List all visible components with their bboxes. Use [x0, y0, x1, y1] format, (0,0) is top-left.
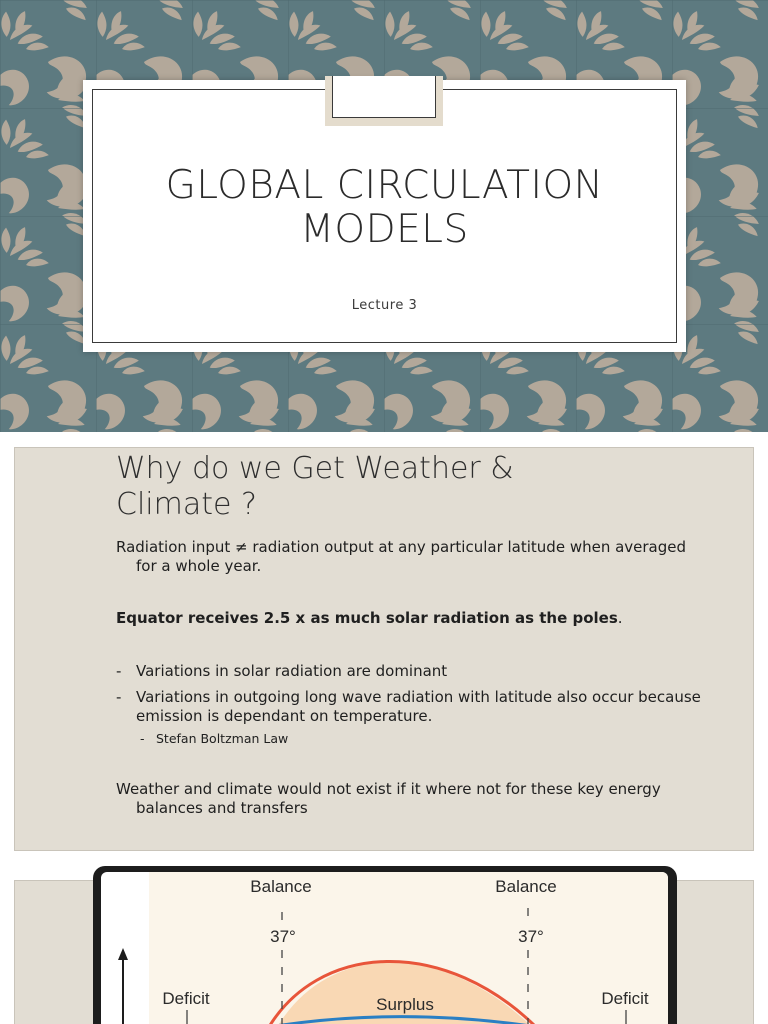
sub-bullet-dash: - — [140, 731, 145, 746]
list-item — [116, 662, 716, 681]
slide-title — [83, 164, 686, 252]
y-axis-arrow-icon — [118, 948, 128, 960]
slide-title-line-1: GLOBAL CIRCULATION — [165, 163, 604, 208]
bullet-text: Variations in solar radiation are dominant — [136, 662, 448, 680]
slide-subtitle: Lecture 3 — [351, 298, 418, 313]
title-card-tab-inner — [332, 76, 436, 118]
radiation-paragraph: Radiation input ≠ radiation output at any particular latitude when averaged for a whole year. — [116, 538, 687, 575]
diagram-svg — [101, 872, 668, 1024]
list-item — [116, 688, 716, 726]
bullet-dash: - — [116, 662, 122, 680]
balance-label-right: Balance — [495, 877, 557, 896]
deficit-label-left: Deficit — [162, 989, 210, 1008]
title-card — [83, 80, 686, 352]
surplus-label: Surplus — [376, 995, 434, 1014]
energy-balance-diagram — [101, 872, 668, 1024]
slide-title-line-2: MODELS — [300, 207, 469, 252]
latitude-label-left: 37° — [270, 927, 296, 946]
equator-paragraph — [116, 609, 716, 628]
slide-heading — [116, 451, 716, 523]
sub-bullet-text: Stefan Boltzman Law — [156, 731, 289, 746]
slide-heading-line-1: Why do we Get Weather & — [116, 451, 514, 486]
deficit-label-right: Deficit — [601, 989, 649, 1008]
conclusion-paragraph: Weather and climate would not exist if it where not for these key energy balances and transfers — [116, 780, 661, 817]
latitude-label-right: 37° — [518, 927, 544, 946]
title-slide — [0, 0, 768, 432]
equator-paragraph-bold: Equator receives 2.5 x as much solar radiation as the poles — [116, 609, 618, 627]
sub-bullet — [140, 731, 288, 746]
bullet-dash: - — [116, 688, 122, 706]
bullet-list — [116, 662, 716, 733]
equator-paragraph-period: . — [617, 609, 623, 627]
balance-label-left: Balance — [250, 877, 312, 896]
bullet-text: Variations in outgoing long wave radiation with latitude also occur because emission is dependant on temperature. — [136, 688, 701, 725]
slide-heading-line-2: Climate ? — [116, 487, 257, 522]
title-card-tab — [325, 76, 443, 126]
